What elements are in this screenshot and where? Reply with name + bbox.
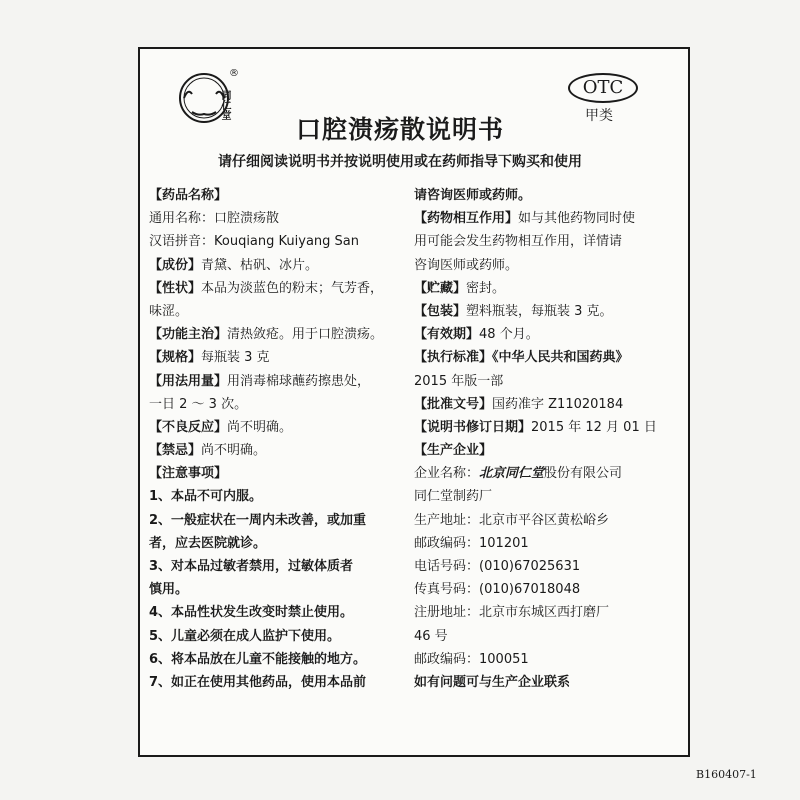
indication-value: 清热敛疮。用于口腔溃疡。 [227, 327, 384, 343]
drug-interaction [414, 207, 676, 230]
revision-value: 2015 年 12 月 01 日 [531, 419, 657, 435]
company-suffix: 股份有限公司 [544, 466, 623, 482]
document-subtitle: 请仔细阅读说明书并按说明使用或在药师指导下购买和使用 [218, 154, 582, 170]
character [149, 277, 401, 300]
logo-text: 同仁堂 [219, 90, 230, 120]
document-title: 口腔溃疡散说明书 [295, 115, 504, 144]
company-prefix: 企业名称： [414, 466, 480, 482]
manufacturer-header: 【生产企业】 [414, 443, 493, 459]
specification [149, 346, 401, 369]
standard-label: 【执行标准】 [414, 350, 493, 366]
contra-value: 尚不明确。 [201, 443, 267, 459]
approval-value: 国药准字 Z11020184 [492, 396, 624, 412]
usage-label: 【用法用量】 [149, 373, 228, 389]
company-name [414, 462, 676, 485]
storage-value: 密封。 [466, 280, 506, 296]
registered-address: 注册地址：北京市东城区西打磨厂 [414, 605, 610, 621]
composition-value: 青黛、枯矾、冰片。 [201, 257, 319, 273]
interaction-label: 【药物相互作用】 [414, 211, 519, 227]
standard-cont: 2015 年版一部 [414, 373, 504, 389]
generic-name: 通用名称：口腔溃疡散 [149, 211, 280, 227]
composition [149, 254, 401, 277]
indication-label: 【功能主治】 [149, 327, 228, 343]
spec-value: 每瓶装 3 克 [201, 350, 270, 366]
validity-label: 【有效期】 [414, 327, 480, 343]
postal-code-1: 邮政编码：101201 [414, 535, 529, 551]
precaution-4: 4、本品性状发生改变时禁止使用。 [149, 605, 354, 621]
standard [414, 346, 676, 369]
otc-class-label: 甲类 [585, 108, 613, 124]
interaction-value: 如与其他药物同时使 [518, 211, 636, 227]
company-branch: 同仁堂制药厂 [414, 489, 493, 505]
spec-label: 【规格】 [149, 350, 202, 366]
adverse-value: 尚不明确。 [227, 419, 293, 435]
left-column [149, 184, 401, 694]
composition-label: 【成份】 [149, 257, 202, 273]
character-cont: 味涩。 [149, 303, 189, 319]
standard-value: 《中华人民共和国药典》 [492, 350, 629, 366]
registered-address-cont: 46 号 [414, 628, 448, 644]
storage [414, 277, 676, 300]
precaution-7-cont: 请咨询医师或药师。 [414, 188, 532, 203]
approval-label: 【批准文号】 [414, 396, 493, 412]
precaution-3-cont: 慎用。 [149, 582, 189, 598]
validity [414, 323, 676, 346]
interaction-cont-1: 用可能会发生药物相互作用，详情请 [414, 234, 623, 250]
fax-number: 传真号码：(010)67018048 [414, 582, 581, 598]
drug-name-header: 【药品名称】 [149, 188, 228, 203]
precaution-2-cont: 者，应去医院就诊。 [149, 535, 267, 551]
package-label: 【包装】 [414, 303, 467, 319]
adverse-label: 【不良反应】 [149, 419, 228, 435]
usage-cont: 一日 2 ～ 3 次。 [149, 396, 248, 412]
package-value: 塑料瓶装，每瓶装 3 克。 [466, 303, 613, 319]
print-code: B160407-1 [696, 768, 757, 781]
contraindications [149, 439, 401, 462]
package [414, 300, 676, 323]
adverse-reactions [149, 416, 401, 439]
indication [149, 323, 401, 346]
phone-number: 电话号码：(010)67025631 [414, 559, 581, 574]
precaution-3: 3、对本品过敏者禁用，过敏体质者 [149, 559, 354, 574]
contact-note: 如有问题可与生产企业联系 [414, 674, 571, 690]
right-column [414, 184, 676, 694]
usage-value: 用消毒棉球蘸药擦患处， [227, 373, 371, 389]
usage [149, 370, 401, 393]
otc-badge: OTC [568, 73, 638, 103]
precaution-6: 6、将本品放在儿童不能接触的地方。 [149, 651, 367, 667]
pinyin-name: 汉语拼音：Kouqiang Kuiyang San [149, 234, 359, 250]
character-value: 本品为淡蓝色的粉末；气芳香， [201, 280, 384, 296]
interaction-cont-2: 咨询医师或药师。 [414, 257, 519, 273]
validity-value: 48 个月。 [479, 327, 539, 343]
precautions-header: 【注意事项】 [149, 466, 228, 482]
production-address: 生产地址：北京市平谷区黄松峪乡 [414, 512, 610, 528]
postal-code-2: 邮政编码：100051 [414, 651, 529, 667]
character-label: 【性状】 [149, 280, 202, 296]
revision-date [414, 416, 676, 439]
precaution-5: 5、儿童必须在成人监护下使用。 [149, 628, 341, 644]
contra-label: 【禁忌】 [149, 443, 202, 459]
storage-label: 【贮藏】 [414, 280, 467, 296]
revision-label: 【说明书修订日期】 [414, 419, 532, 435]
company-brand: 北京同仁堂 [479, 466, 545, 482]
precaution-1: 1、本品不可内服。 [149, 489, 263, 505]
precaution-2: 2、一般症状在一周内未改善，或加重 [149, 512, 367, 528]
registered-mark: ® [229, 68, 239, 79]
approval-number [414, 393, 676, 416]
precaution-7: 7、如正在使用其他药品，使用本品前 [149, 674, 367, 690]
